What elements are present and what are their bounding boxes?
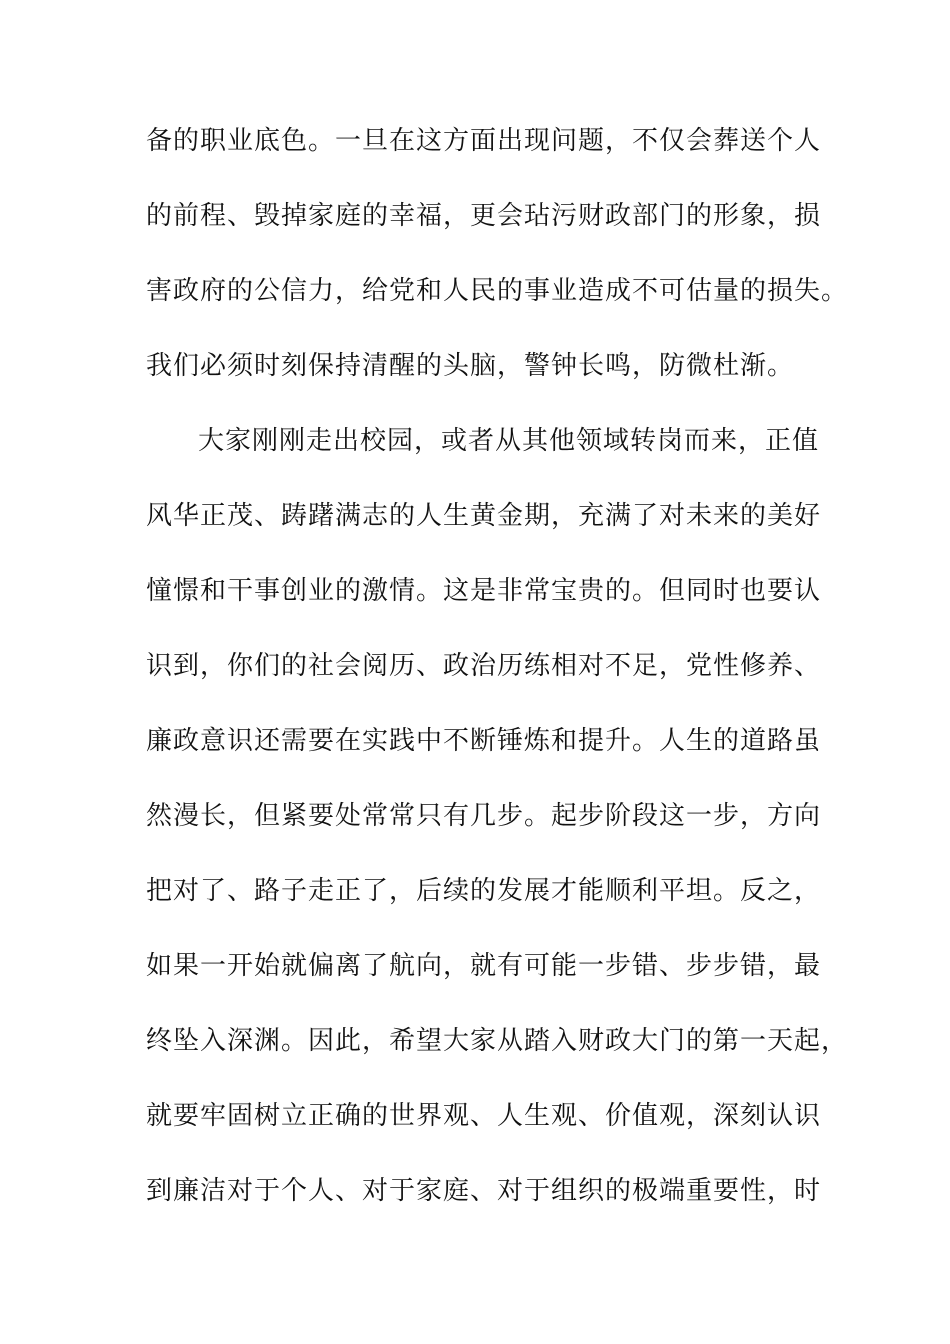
text-line: 到廉洁对于个人、对于家庭、对于组织的极端重要性，时 xyxy=(146,1176,822,1206)
text-line: 把对了、路子走正了，后续的发展才能顺利平坦。反之， xyxy=(146,876,822,906)
text-line: 害政府的公信力，给党和人民的事业造成不可估量的损失。 xyxy=(146,276,849,306)
text-line: 廉政意识还需要在实践中不断锤炼和提升。人生的道路虽 xyxy=(146,726,822,756)
text-line: 备的职业底色。一旦在这方面出现问题，不仅会葬送个人 xyxy=(146,126,822,156)
text-line: 大家刚刚走出校园，或者从其他领域转岗而来，正值 xyxy=(198,426,820,456)
text-line: 就要牢固树立正确的世界观、人生观、价值观，深刻认识 xyxy=(146,1101,822,1131)
text-line: 憧憬和干事创业的激情。这是非常宝贵的。但同时也要认 xyxy=(146,576,822,606)
text-line: 识到，你们的社会阅历、政治历练相对不足，党性修养、 xyxy=(146,651,822,681)
text-line: 终坠入深渊。因此，希望大家从踏入财政大门的第一天起， xyxy=(146,1026,849,1056)
text-line: 风华正茂、踌躇满志的人生黄金期，充满了对未来的美好 xyxy=(146,501,822,531)
text-line: 的前程、毁掉家庭的幸福，更会玷污财政部门的形象，损 xyxy=(146,201,822,231)
text-line: 如果一开始就偏离了航向，就有可能一步错、步步错，最 xyxy=(146,951,822,981)
text-line: 我们必须时刻保持清醒的头脑，警钟长鸣，防微杜渐。 xyxy=(146,351,795,381)
text-line: 然漫长，但紧要处常常只有几步。起步阶段这一步，方向 xyxy=(146,801,822,831)
